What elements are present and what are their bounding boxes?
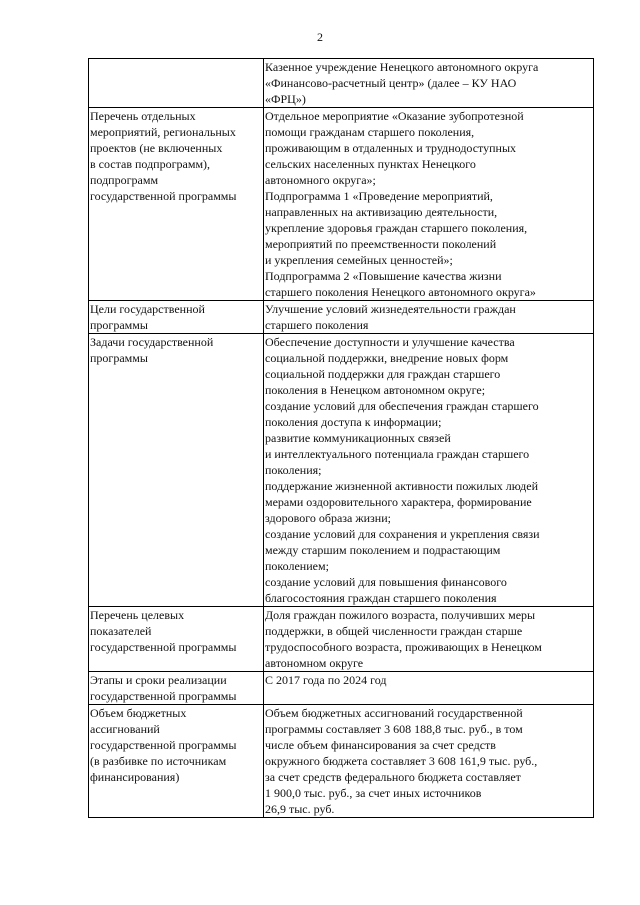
value-line: трудоспособного возраста, проживающих в Ненецком <box>265 640 542 654</box>
value-line: направленных на активизацию деятельности, <box>265 205 498 219</box>
label-line: государственной программы <box>90 689 237 703</box>
row-value-cell <box>264 705 594 818</box>
value-line: социальной поддержки для граждан старшего <box>265 367 501 381</box>
value-line: С 2017 года по 2024 год <box>265 673 387 687</box>
label-line: показателей <box>90 624 152 638</box>
value-line: здорового образа жизни; <box>265 511 391 525</box>
value-line: проживающим в отдаленных и труднодоступных <box>265 141 517 155</box>
value-line: Казенное учреждение Ненецкого автономного округа <box>265 60 539 74</box>
value-line: Обеспечение доступности и улучшение качества <box>265 335 515 349</box>
page-number: 2 <box>317 30 323 44</box>
label-line: Цели государственной <box>90 302 205 316</box>
value-line: и укрепления семейных ценностей»; <box>265 253 453 267</box>
table-row <box>89 334 594 607</box>
label-line: государственной программы <box>90 640 237 654</box>
row-label-cell <box>89 672 264 705</box>
value-line: сельских населенных пунктах Ненецкого <box>265 157 476 171</box>
value-line: между старшим поколением и подрастающим <box>265 543 501 557</box>
value-line: благосостояния граждан старшего поколения <box>265 591 497 605</box>
value-line: поколения в Ненецком автономном округе; <box>265 383 486 397</box>
table-row <box>89 301 594 334</box>
value-line: поддержки, в общей численности граждан старше <box>265 624 523 638</box>
row-value-cell <box>264 334 594 607</box>
value-line: 26,9 тыс. руб. <box>265 802 335 816</box>
row-label-cell <box>89 301 264 334</box>
value-line: окружного бюджета составляет 3 608 161,9 тыс. руб., <box>265 754 538 768</box>
label-line: проектов (не включенных <box>90 141 223 155</box>
value-line: поколения доступа к информации; <box>265 415 442 429</box>
value-line: Отдельное мероприятие «Оказание зубопротезной <box>265 109 524 123</box>
label-line: Перечень отдельных <box>90 109 196 123</box>
value-line: автономного округа»; <box>265 173 376 187</box>
value-line: и интеллектуального потенциала граждан старшего <box>265 447 530 461</box>
row-value-cell <box>264 607 594 672</box>
row-label-cell <box>89 59 264 108</box>
value-line: за счет средств федерального бюджета составляет <box>265 770 521 784</box>
table-row <box>89 672 594 705</box>
label-line: в состав подпрограмм), <box>90 157 211 171</box>
value-line: «ФРЦ») <box>265 92 306 106</box>
label-line: Перечень целевых <box>90 608 185 622</box>
row-value-cell <box>264 59 594 108</box>
row-value-cell <box>264 301 594 334</box>
label-line: (в разбивке по источникам <box>90 754 227 768</box>
label-line: программы <box>90 351 148 365</box>
value-line: поколения; <box>265 463 322 477</box>
table-row <box>89 607 594 672</box>
label-line: государственной программы <box>90 189 237 203</box>
label-line: мероприятий, региональных <box>90 125 236 139</box>
value-line: укрепление здоровья граждан старшего поколения, <box>265 221 528 235</box>
value-line: Улучшение условий жизнедеятельности граждан <box>265 302 516 316</box>
table-row <box>89 59 594 108</box>
row-label-cell <box>89 334 264 607</box>
value-line: старшего поколения Ненецкого автономного округа» <box>265 285 536 299</box>
label-line: подпрограмм <box>90 173 159 187</box>
table-body <box>89 59 594 818</box>
value-line: Подпрограмма 2 «Повышение качества жизни <box>265 269 502 283</box>
label-line <box>90 59 262 75</box>
value-line: создание условий для повышения финансового <box>265 575 507 589</box>
value-line: старшего поколения <box>265 318 369 332</box>
label-line: государственной программы <box>90 738 237 752</box>
label-line: Этапы и сроки реализации <box>90 673 227 687</box>
value-line: Доля граждан пожилого возраста, получивших меры <box>265 608 536 622</box>
row-value-cell <box>264 108 594 301</box>
value-line: мерами оздоровительного характера, формирование <box>265 495 532 509</box>
label-line: Задачи государственной <box>90 335 214 349</box>
value-line: поколением; <box>265 559 329 573</box>
value-line: программы составляет 3 608 188,8 тыс. руб., в том <box>265 722 523 736</box>
value-line: Объем бюджетных ассигнований государственной <box>265 706 523 720</box>
value-line: развитие коммуникационных связей <box>265 431 451 445</box>
value-line: создание условий для сохранения и укрепления связи <box>265 527 540 541</box>
value-line: автономном округе <box>265 656 364 670</box>
label-line: финансирования) <box>90 770 180 784</box>
value-line: помощи гражданам старшего поколения, <box>265 125 475 139</box>
row-value-cell <box>264 672 594 705</box>
row-label-cell <box>89 705 264 818</box>
program-passport-table <box>88 58 594 818</box>
value-line: поддержание жизненной активности пожилых людей <box>265 479 538 493</box>
table-row <box>89 705 594 818</box>
value-line: Подпрограмма 1 «Проведение мероприятий, <box>265 189 493 203</box>
label-line: программы <box>90 318 148 332</box>
value-line: числе объем финансирования за счет средств <box>265 738 496 752</box>
value-line: «Финансово-расчетный центр» (далее – КУ НАО <box>265 76 517 90</box>
value-line: 1 900,0 тыс. руб., за счет иных источников <box>265 786 482 800</box>
value-line: мероприятий по преемственности поколений <box>265 237 497 251</box>
table-row <box>89 108 594 301</box>
row-label-cell <box>89 607 264 672</box>
row-label-cell <box>89 108 264 301</box>
label-line: ассигнований <box>90 722 160 736</box>
value-line: социальной поддержки, внедрение новых форм <box>265 351 509 365</box>
label-line: Объем бюджетных <box>90 706 187 720</box>
value-line: создание условий для обеспечения граждан старшего <box>265 399 539 413</box>
